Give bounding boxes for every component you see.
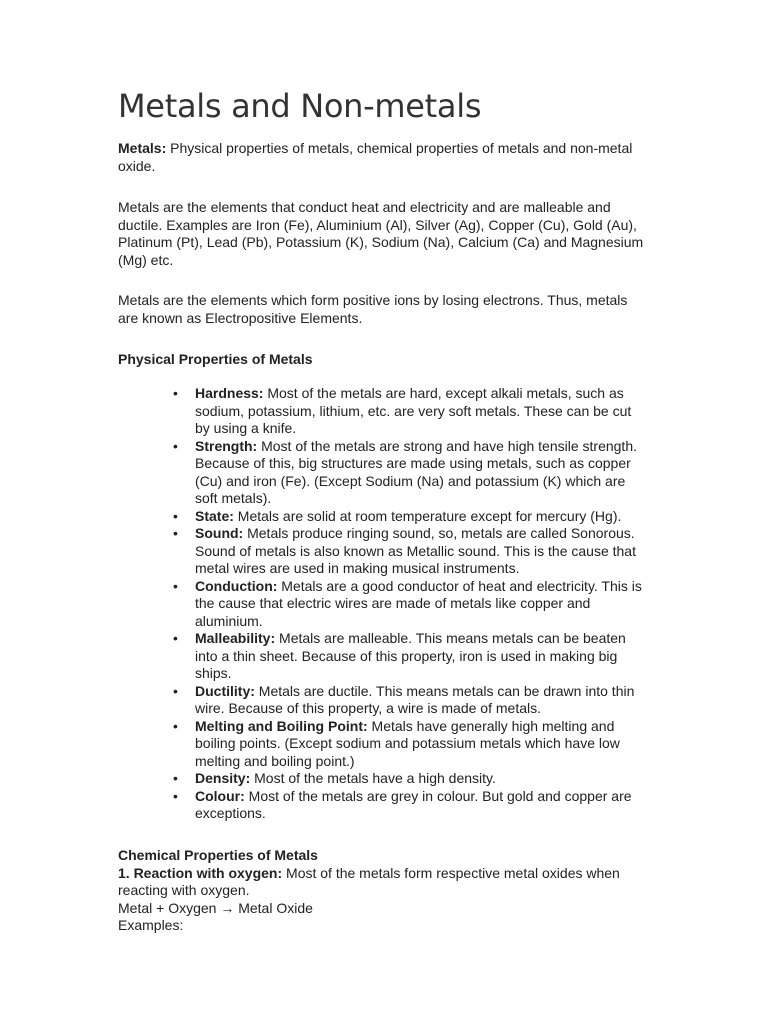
- list-item-strength: [173, 437, 648, 508]
- property-text: Metals are a good conductor of heat and electricity. This is the cause that electric wires are made of metals like copper and aluminium.: [195, 577, 642, 629]
- property-label: Melting and Boiling Point:: [195, 717, 368, 734]
- list-item-ductility: [173, 682, 648, 718]
- property-text: Most of the metals are strong and have high tensile strength. Because of this, big structures are made using metals, such as copper (Cu) and iron (Fe). (Except Sodium (Na) and potassium (K) which are soft metals).: [195, 437, 637, 506]
- property-text: Metals have generally high melting and boiling points. (Except sodium and potassium metals which have low melting and boiling point.): [195, 717, 620, 769]
- list-item-state: [173, 507, 648, 526]
- bullet-icon: •: [173, 577, 178, 594]
- bullet-icon: •: [173, 630, 178, 646]
- property-label: Strength:: [195, 437, 258, 454]
- list-item-colour: [173, 787, 648, 823]
- reaction-oxygen-text: Most of the metals form respective metal oxides when reacting with oxygen.: [118, 864, 620, 898]
- physical-properties-list: [173, 385, 648, 823]
- bullet-icon: •: [173, 770, 178, 786]
- list-item-conduction: [173, 577, 648, 631]
- property-label: Colour:: [195, 787, 245, 804]
- property-label: Conduction:: [195, 577, 278, 594]
- list-item-sound: [173, 525, 648, 578]
- property-label: Sound:: [195, 525, 244, 541]
- property-label: Density:: [195, 770, 251, 786]
- property-text: Most of the metals are hard, except alkali metals, such as sodium, potassium, lithium, etc. are very soft metals. These can be cut by using a knife.: [195, 385, 632, 436]
- property-label: State:: [195, 507, 234, 524]
- reaction-oxygen-label: 1. Reaction with oxygen:: [118, 864, 283, 881]
- reaction-oxygen-paragraph: [118, 865, 648, 900]
- property-text: Metals are ductile. This means metals can be drawn into thin wire. Because of this property, a wire is made of metals.: [195, 682, 635, 716]
- list-item-hardness: [173, 385, 648, 438]
- bullet-icon: •: [173, 525, 178, 541]
- property-label: Malleability:: [195, 630, 276, 646]
- bullet-icon: •: [173, 682, 178, 699]
- list-item-melting-boiling: [173, 717, 648, 771]
- page-title: Metals and Non-metals: [118, 87, 482, 125]
- property-text: Most of the metals have a high density.: [250, 770, 496, 786]
- reaction-equation: Metal + Oxygen → Metal Oxide: [118, 899, 313, 916]
- bullet-icon: •: [173, 385, 178, 401]
- physical-properties-heading: Physical Properties of Metals: [118, 351, 313, 367]
- list-item-malleability: [173, 630, 648, 683]
- bullet-icon: •: [173, 787, 178, 804]
- chemical-heading-text: Chemical Properties of Metals: [118, 847, 318, 863]
- property-label: Hardness:: [195, 385, 264, 401]
- bullet-icon: •: [173, 507, 178, 524]
- intro-text: Physical properties of metals, chemical properties of metals and non-metal oxide.: [118, 140, 633, 174]
- property-text: Most of the metals are grey in colour. But gold and copper are exceptions.: [195, 787, 632, 821]
- chemical-properties-heading: [118, 847, 648, 865]
- examples-label: Examples:: [118, 917, 184, 933]
- bullet-icon: •: [173, 717, 178, 734]
- definition-paragraph-2: Metals are the elements which form positive ions by losing electrons. Thus, metals are known as Electropositive Elements.: [118, 292, 628, 326]
- chemical-properties-section: [118, 847, 648, 935]
- property-text: Metals are solid at room temperature except for mercury (Hg).: [233, 507, 622, 524]
- property-text: Metals are malleable. This means metals can be beaten into a thin sheet. Because of this property, iron is used in making big ships.: [195, 630, 626, 681]
- intro-paragraph: [118, 140, 648, 175]
- bullet-icon: •: [173, 437, 178, 454]
- definition-paragraph-1: Metals are the elements that conduct heat and electricity and are malleable and ductile. Examples are Iron (Fe), Aluminium (Al), Silver (Ag), Copper (Cu), Gold (Au), Platinum (Pt), Lead (Pb), Potassium (K), Sodium (Na), Calcium (Ca) and Magnesium (Mg) etc.: [118, 199, 644, 268]
- property-text: Metals produce ringing sound, so, metals are called Sonorous. Sound of metals is also known as Metallic sound. This is the cause that metal wires are used in making musical instruments.: [195, 525, 636, 576]
- intro-label: Metals:: [118, 140, 167, 156]
- list-item-density: [173, 770, 648, 788]
- property-label: Ductility:: [195, 682, 255, 699]
